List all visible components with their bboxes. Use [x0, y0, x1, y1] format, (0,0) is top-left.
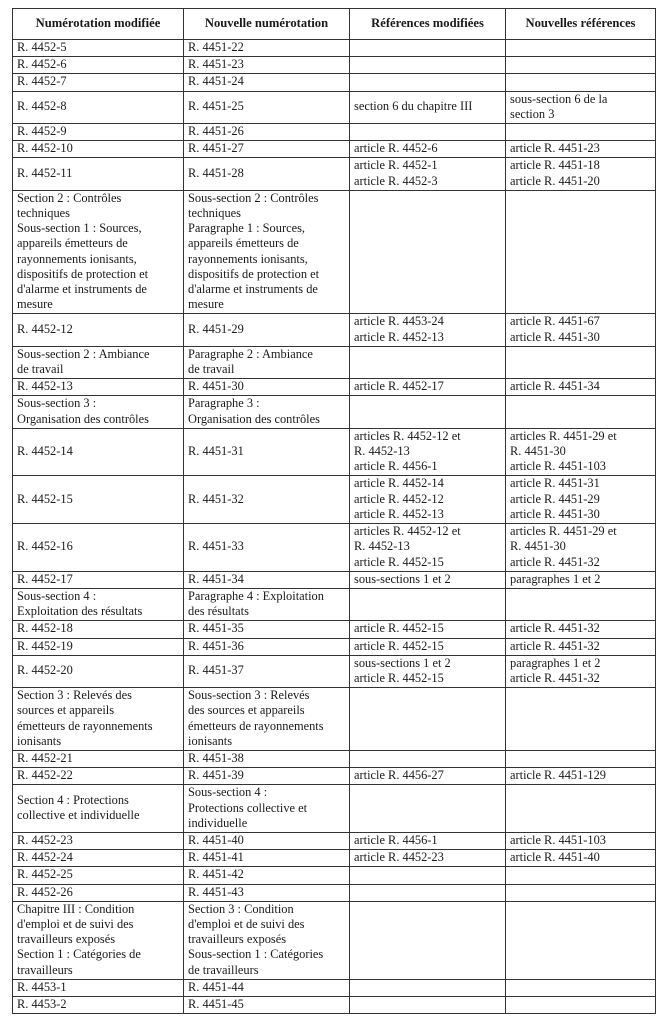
- cell-nouvelles-references: [506, 884, 656, 901]
- table-row: [13, 688, 656, 751]
- cell-numerotation-modifiee: R. 4452-14: [13, 428, 184, 476]
- cell-references-modifiees: [350, 588, 506, 620]
- cell-numerotation-modifiee: Section 2 : Contrôles techniques Sous-section 1 : Sources, appareils émetteurs de rayonnements ionisants, dispositifs de protection et d'alarme et instruments de mesure: [13, 190, 184, 314]
- cell-nouvelles-references: article R. 4451-103: [506, 832, 656, 849]
- cell-references-modifiees: [350, 884, 506, 901]
- table-row: [13, 524, 656, 572]
- table-row: [13, 884, 656, 901]
- table-row: [13, 346, 656, 378]
- table-row: [13, 124, 656, 141]
- cell-nouvelle-numerotation: R. 4451-43: [184, 884, 350, 901]
- cell-numerotation-modifiee: R. 4452-7: [13, 74, 184, 91]
- table-row: [13, 57, 656, 74]
- cell-references-modifiees: sous-sections 1 et 2: [350, 571, 506, 588]
- header-nouvelles-references: Nouvelles références: [506, 9, 656, 40]
- cell-numerotation-modifiee: Section 4 : Protections collective et individuelle: [13, 785, 184, 833]
- cell-nouvelle-numerotation: R. 4451-24: [184, 74, 350, 91]
- cell-references-modifiees: [350, 750, 506, 767]
- cell-nouvelle-numerotation: R. 4451-27: [184, 141, 350, 158]
- cell-references-modifiees: article R. 4452-17: [350, 379, 506, 396]
- cell-nouvelles-references: article R. 4451-32: [506, 621, 656, 638]
- cell-numerotation-modifiee: R. 4453-1: [13, 979, 184, 996]
- cell-numerotation-modifiee: R. 4452-26: [13, 884, 184, 901]
- cell-nouvelles-references: [506, 979, 656, 996]
- cell-references-modifiees: [350, 901, 506, 979]
- cell-references-modifiees: article R. 4452-15: [350, 621, 506, 638]
- table-row: [13, 867, 656, 884]
- cell-nouvelle-numerotation: R. 4451-45: [184, 996, 350, 1013]
- cell-nouvelle-numerotation: Paragraphe 3 : Organisation des contrôles: [184, 396, 350, 428]
- cell-nouvelle-numerotation: R. 4451-34: [184, 571, 350, 588]
- cell-nouvelles-references: article R. 4451-129: [506, 768, 656, 785]
- table-row: [13, 428, 656, 476]
- cell-nouvelle-numerotation: R. 4451-38: [184, 750, 350, 767]
- cell-numerotation-modifiee: R. 4452-11: [13, 158, 184, 190]
- table-row: [13, 979, 656, 996]
- table-row: [13, 190, 656, 314]
- cell-numerotation-modifiee: Section 3 : Relevés des sources et appareils émetteurs de rayonnements ionisants: [13, 688, 184, 751]
- cell-nouvelle-numerotation: R. 4451-40: [184, 832, 350, 849]
- cell-nouvelles-references: [506, 996, 656, 1013]
- cell-references-modifiees: articles R. 4452-12 et R. 4452-13 article R. 4452-15: [350, 524, 506, 572]
- cell-numerotation-modifiee: R. 4452-16: [13, 524, 184, 572]
- cell-references-modifiees: [350, 346, 506, 378]
- cell-references-modifiees: [350, 190, 506, 314]
- cell-numerotation-modifiee: R. 4452-15: [13, 476, 184, 524]
- cell-nouvelle-numerotation: R. 4451-35: [184, 621, 350, 638]
- cell-numerotation-modifiee: R. 4452-20: [13, 655, 184, 687]
- header-numerotation-modifiee: Numérotation modifiée: [13, 9, 184, 40]
- cell-nouvelle-numerotation: Paragraphe 2 : Ambiance de travail: [184, 346, 350, 378]
- cell-nouvelle-numerotation: R. 4451-22: [184, 40, 350, 57]
- cell-nouvelle-numerotation: Sous-section 2 : Contrôles techniques Paragraphe 1 : Sources, appareils émetteurs de rayonnements ionisants, dispositifs de protection et d'alarme et instruments de mesure: [184, 190, 350, 314]
- cell-nouvelles-references: [506, 396, 656, 428]
- cell-nouvelle-numerotation: Sous-section 3 : Relevés des sources et appareils émetteurs de rayonnements ionisants: [184, 688, 350, 751]
- cell-references-modifiees: [350, 688, 506, 751]
- table-row: [13, 588, 656, 620]
- cell-references-modifiees: [350, 867, 506, 884]
- cell-numerotation-modifiee: Sous-section 4 : Exploitation des résultats: [13, 588, 184, 620]
- cell-references-modifiees: [350, 124, 506, 141]
- cell-numerotation-modifiee: R. 4452-23: [13, 832, 184, 849]
- cell-numerotation-modifiee: R. 4452-21: [13, 750, 184, 767]
- cell-references-modifiees: [350, 996, 506, 1013]
- table-row: [13, 750, 656, 767]
- table-body: [13, 40, 656, 1014]
- table-row: [13, 141, 656, 158]
- header-row: [13, 9, 656, 40]
- cell-numerotation-modifiee: R. 4452-10: [13, 141, 184, 158]
- cell-references-modifiees: articles R. 4452-12 et R. 4452-13 article R. 4456-1: [350, 428, 506, 476]
- table-row: [13, 996, 656, 1013]
- cell-nouvelle-numerotation: R. 4451-36: [184, 638, 350, 655]
- cell-numerotation-modifiee: R. 4452-13: [13, 379, 184, 396]
- table-row: [13, 314, 656, 346]
- cell-nouvelles-references: article R. 4451-23: [506, 141, 656, 158]
- cell-nouvelle-numerotation: R. 4451-41: [184, 850, 350, 867]
- cell-nouvelles-references: articles R. 4451-29 et R. 4451-30 article R. 4451-103: [506, 428, 656, 476]
- cell-references-modifiees: article R. 4452-6: [350, 141, 506, 158]
- cell-numerotation-modifiee: R. 4452-9: [13, 124, 184, 141]
- table-row: [13, 621, 656, 638]
- table-row: [13, 638, 656, 655]
- cell-numerotation-modifiee: R. 4452-18: [13, 621, 184, 638]
- cell-numerotation-modifiee: Sous-section 3 : Organisation des contrôles: [13, 396, 184, 428]
- cell-nouvelle-numerotation: Paragraphe 4 : Exploitation des résultats: [184, 588, 350, 620]
- cell-nouvelles-references: [506, 74, 656, 91]
- cell-references-modifiees: article R. 4452-1 article R. 4452-3: [350, 158, 506, 190]
- cell-nouvelles-references: [506, 346, 656, 378]
- cell-references-modifiees: article R. 4453-24 article R. 4452-13: [350, 314, 506, 346]
- cell-nouvelles-references: article R. 4451-67 article R. 4451-30: [506, 314, 656, 346]
- table-row: [13, 40, 656, 57]
- table-row: [13, 832, 656, 849]
- table-row: [13, 655, 656, 687]
- cell-numerotation-modifiee: R. 4452-17: [13, 571, 184, 588]
- cell-numerotation-modifiee: R. 4452-8: [13, 91, 184, 123]
- table-row: [13, 74, 656, 91]
- header-nouvelle-numerotation: Nouvelle numérotation: [184, 9, 350, 40]
- cell-nouvelles-references: paragraphes 1 et 2: [506, 571, 656, 588]
- cell-nouvelle-numerotation: R. 4451-30: [184, 379, 350, 396]
- cell-numerotation-modifiee: Sous-section 2 : Ambiance de travail: [13, 346, 184, 378]
- cell-references-modifiees: [350, 57, 506, 74]
- cell-nouvelles-references: [506, 785, 656, 833]
- cell-nouvelle-numerotation: Section 3 : Condition d'emploi et de suivi des travailleurs exposés Sous-section 1 : Catégories de travailleurs: [184, 901, 350, 979]
- cell-references-modifiees: [350, 74, 506, 91]
- cell-nouvelles-references: [506, 190, 656, 314]
- cell-nouvelle-numerotation: R. 4451-37: [184, 655, 350, 687]
- cell-references-modifiees: article R. 4452-14 article R. 4452-12 article R. 4452-13: [350, 476, 506, 524]
- cell-nouvelle-numerotation: R. 4451-33: [184, 524, 350, 572]
- table-row: [13, 850, 656, 867]
- cell-nouvelles-references: [506, 588, 656, 620]
- cell-numerotation-modifiee: Chapitre III : Condition d'emploi et de suivi des travailleurs exposés Section 1 : Catégories de travailleurs: [13, 901, 184, 979]
- cell-nouvelle-numerotation: R. 4451-26: [184, 124, 350, 141]
- cell-nouvelle-numerotation: R. 4451-25: [184, 91, 350, 123]
- table-row: [13, 571, 656, 588]
- table-row: [13, 785, 656, 833]
- cell-numerotation-modifiee: R. 4452-12: [13, 314, 184, 346]
- table-row: [13, 379, 656, 396]
- cell-nouvelles-references: paragraphes 1 et 2 article R. 4451-32: [506, 655, 656, 687]
- cell-references-modifiees: [350, 396, 506, 428]
- cell-nouvelles-references: article R. 4451-31 article R. 4451-29 article R. 4451-30: [506, 476, 656, 524]
- table-row: [13, 158, 656, 190]
- cell-numerotation-modifiee: R. 4452-5: [13, 40, 184, 57]
- cell-nouvelles-references: sous-section 6 de la section 3: [506, 91, 656, 123]
- cell-nouvelle-numerotation: R. 4451-39: [184, 768, 350, 785]
- cell-numerotation-modifiee: R. 4452-22: [13, 768, 184, 785]
- table-row: [13, 396, 656, 428]
- cell-numerotation-modifiee: R. 4452-24: [13, 850, 184, 867]
- cell-nouvelle-numerotation: Sous-section 4 : Protections collective et individuelle: [184, 785, 350, 833]
- cell-references-modifiees: section 6 du chapitre III: [350, 91, 506, 123]
- cell-nouvelles-references: article R. 4451-34: [506, 379, 656, 396]
- cell-references-modifiees: [350, 979, 506, 996]
- cell-nouvelle-numerotation: R. 4451-23: [184, 57, 350, 74]
- table-row: [13, 901, 656, 979]
- cell-nouvelles-references: [506, 688, 656, 751]
- cell-nouvelle-numerotation: R. 4451-28: [184, 158, 350, 190]
- cell-references-modifiees: article R. 4456-27: [350, 768, 506, 785]
- cell-nouvelles-references: [506, 40, 656, 57]
- table-row: [13, 476, 656, 524]
- cell-nouvelles-references: [506, 901, 656, 979]
- table-row: [13, 768, 656, 785]
- cell-references-modifiees: [350, 40, 506, 57]
- cell-nouvelle-numerotation: R. 4451-44: [184, 979, 350, 996]
- cell-references-modifiees: article R. 4452-15: [350, 638, 506, 655]
- table-row: [13, 91, 656, 123]
- cell-numerotation-modifiee: R. 4452-25: [13, 867, 184, 884]
- cell-numerotation-modifiee: R. 4452-19: [13, 638, 184, 655]
- cell-numerotation-modifiee: R. 4453-2: [13, 996, 184, 1013]
- cell-nouvelle-numerotation: R. 4451-42: [184, 867, 350, 884]
- cell-references-modifiees: [350, 785, 506, 833]
- cell-nouvelle-numerotation: R. 4451-29: [184, 314, 350, 346]
- cell-nouvelles-references: article R. 4451-32: [506, 638, 656, 655]
- cell-nouvelles-references: [506, 57, 656, 74]
- cell-references-modifiees: article R. 4456-1: [350, 832, 506, 849]
- cell-nouvelles-references: [506, 867, 656, 884]
- cell-nouvelles-references: [506, 750, 656, 767]
- renumbering-table: [12, 8, 656, 1014]
- table-header: [13, 9, 656, 40]
- cell-numerotation-modifiee: R. 4452-6: [13, 57, 184, 74]
- cell-nouvelles-references: [506, 124, 656, 141]
- cell-nouvelles-references: article R. 4451-18 article R. 4451-20: [506, 158, 656, 190]
- cell-nouvelles-references: articles R. 4451-29 et R. 4451-30 article R. 4451-32: [506, 524, 656, 572]
- cell-nouvelle-numerotation: R. 4451-32: [184, 476, 350, 524]
- cell-references-modifiees: sous-sections 1 et 2 article R. 4452-15: [350, 655, 506, 687]
- cell-references-modifiees: article R. 4452-23: [350, 850, 506, 867]
- cell-nouvelles-references: article R. 4451-40: [506, 850, 656, 867]
- header-references-modifiees: Références modifiées: [350, 9, 506, 40]
- cell-nouvelle-numerotation: R. 4451-31: [184, 428, 350, 476]
